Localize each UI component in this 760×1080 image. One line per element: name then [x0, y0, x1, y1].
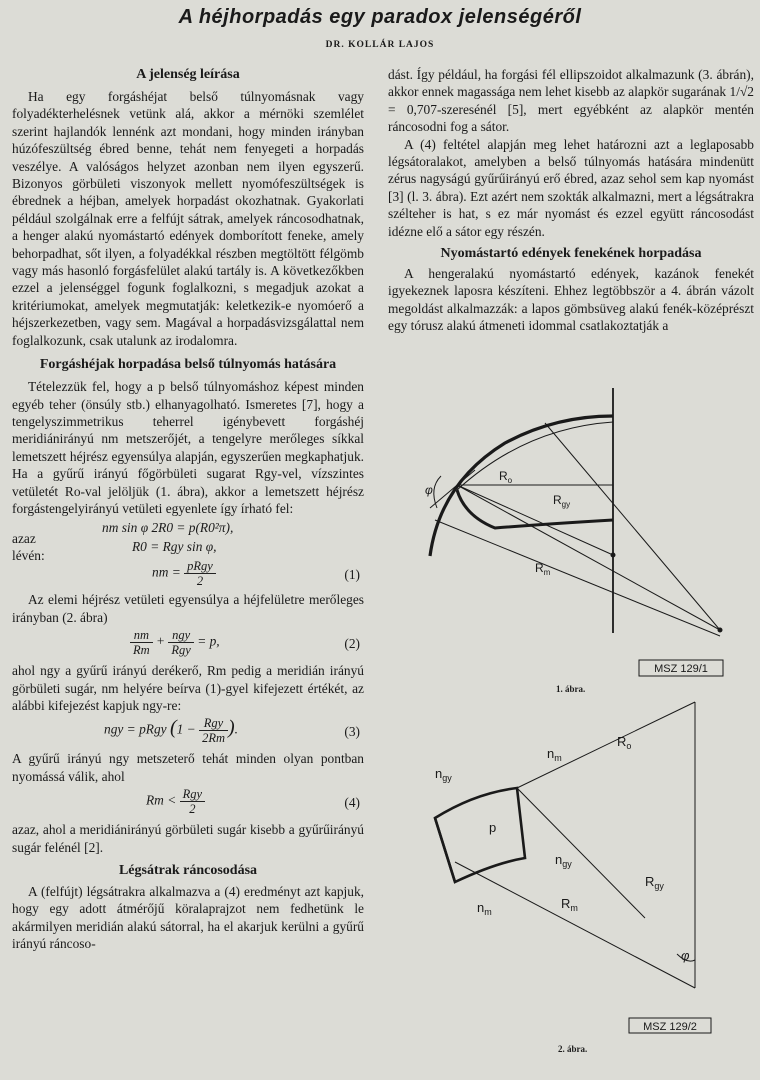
radius-ro	[517, 702, 695, 788]
paragraph: azaz, ahol a meridiánirányú görbületi sugár kisebb a gyűrűirányú sugár felénél [2].	[12, 822, 364, 855]
section-heading: Légsátrak ráncosodása	[118, 863, 258, 878]
paragraph: Az elemi héjrész vetületi egyensúlya a héjfelületre merőleges irányban (2. ábra)	[12, 592, 364, 625]
angle-arc	[434, 476, 441, 508]
section-heading: Nyomástartó edények fenekének horpadása	[440, 246, 702, 262]
section-heading: A jelenség leírása	[136, 67, 240, 82]
radius-extension	[545, 423, 720, 630]
r0-label: $R_o$	[499, 469, 513, 485]
figure-2-diagram	[395, 698, 755, 1043]
rm-label: $R_m$	[535, 561, 551, 577]
paragraph: A (4) feltétel alapján meg lehet határozni azt a leglaposabb légsátoralakot, amelyben a belső túlnyomás hatására mindenütt zérus nagyságú gyűrűirányú erő ébred, azaz sehol sem kap nyomást [3] (l. 3. ábra). Ezt azért nem szokták alkalmazni, mert a légsátrakra szélteher is hat, s ez már nyomást és ezzel együtt ráncosodást idézne elő a sátor egy részén.	[388, 136, 754, 239]
paragraph: dást. Így például, ha forgási fél ellipszoidot alkalmazunk (3. ábrán), akkor ennek magassága nem lehet kisebb az alapkör sugarának 1/√2 = 0,707-szeresénél [5], mert egyébként az alapkör mentén ráncosodni fog a sátor.	[388, 67, 754, 135]
p-label: p	[489, 820, 497, 835]
right-column	[388, 66, 754, 335]
ngy-mid-label: $n_{gy}$	[555, 852, 572, 869]
article-author: DR. KOLLÁR LAJOS	[325, 40, 435, 50]
equation-1: nm = $\frac{\text{pRgy}}{2}$ (1)	[152, 559, 360, 589]
section-heading: Forgáshéjak horpadása belső túlnyomás hatására	[39, 357, 337, 373]
tangent-line	[430, 470, 475, 508]
equation-2: $\frac{nm}{Rm}$ + $\frac{\text{ngy}}{\text{Rgy}}$ = p, (2)	[12, 626, 364, 662]
shell-meridian	[430, 416, 613, 556]
equation-3: ngy = pRgy (1 − $\frac{\text{Rgy}}{2Rm}$ ). (3)	[104, 716, 360, 746]
stamp-text: MSZ 129/1	[654, 663, 708, 675]
nm-bottom-label: $n_m$	[477, 900, 492, 917]
shell-element	[435, 788, 525, 882]
paragraph: Tételezzük fel, hogy a p belső túlnyomáshoz képest minden egyéb teher (önsúly stb.) elhanyagolható. Ismeretes [7], hogy a tengelyszimmetrikus teherrel igénybevett forgáshéj meridiánirányú nm metszerőjét, a tengelyre merőleges síkkal lemetszett héjrész egyensúlya alapján, egyszerűen megkaphatjuk. Ha a gyűrű irányú főgörbületi sugarat Rgy-vel, vízszintes vetületét Ro-val jelöljük (1. ábra), akkor a lemetszett héjrész forgástengelyirányú vetületi egyenlete így írható fel:	[12, 379, 364, 516]
ro-label: $R_o$	[617, 734, 632, 751]
figure-1-diagram	[395, 388, 755, 688]
equation-4: Rm < $\frac{\text{Rgy}}{2}$ (4)	[146, 787, 360, 817]
figure-2-caption: 2. ábra.	[558, 1044, 588, 1054]
axis-point	[611, 553, 615, 557]
equation-1b: azaz lévén: R0 = Rgy sin φ,	[12, 531, 217, 564]
ngy-left-label: $n_{gy}$	[435, 766, 452, 783]
stamp-text: MSZ 129/2	[643, 1021, 697, 1033]
paragraph: A gyűrű irányú ngy metszeterő tehát minden olyan pontban nyomássá válik, ahol	[12, 751, 364, 784]
shell-inner-arc	[457, 422, 613, 490]
paragraph: Ha egy forgáshéjat belső túlnyomásnak vagy folyadékterhelésnek vetünk alá, akkor a mérnöki szemlélet szerint hajlandók lennénk azt mondani, hogy minden irányban húzófeszültség ébred benne, tehát nem fenyegeti a horpadás veszélye. A valóságos helyzet azonban nem ilyen egyszerű. Bizonyos görbületi viszonyok mellett nyomófeszültségek is ébrednek a héjban, amelyek horpadást okozhatnak. Gyakorlati például szolgálnak erre a felfújt sátrak, amelyek ráncosodhatnak, a henger alakú nyomástartó edények domborított feneke, amely behorpadhat, sőt ilyen, a folyadékkal részben megtöltött félgömb vagy más hasonló forgásfelület alakú tartály is. A következőkben ezzel a jelenséggel fogunk foglalkozni, s megadjuk azokat a kritériumokat, amelyek megmutatják: keletkezik-e nyomóerő a héjszerkezetben, vagy sem. Magával a horpadásvizsgálattal nem foglalkozunk, csak utalunk az irodalomra.	[12, 89, 364, 348]
left-column	[12, 66, 364, 1076]
radius-rm	[457, 485, 720, 630]
element-edge	[435, 818, 455, 882]
paragraph: A hengeralakú nyomástartó edények, kazánok fenekét igyekeznek laposra készíteni. Ehhez legtöbbször a 4. ábrán vázolt megoldást alkalmazzák: a lapos gömbsüveg alakú fenék-középrészt egy tórusz alakú átmeneti idommal csatlakoztatják a	[388, 266, 754, 334]
nm-top-label: $n_m$	[547, 746, 562, 763]
rm-label: $R_m$	[561, 896, 578, 913]
article-title: A héjhorpadás egy paradox jelenségéről	[178, 6, 582, 28]
figure-1-caption: 1. ábra.	[556, 684, 586, 694]
paragraph: ahol ngy a gyűrű irányú derékerő, Rm pedig a meridián irányú görbületi sugár, nm helyére beírva (1)-gyel kifejezett értékét, az alábbi kifejezést kapjuk ngy-re:	[12, 663, 364, 713]
radius-rgy	[517, 788, 645, 918]
rgy-label: $R_{gy}$	[553, 493, 571, 509]
rgy-label: $R_{gy}$	[645, 874, 664, 891]
phi-label: φ	[681, 948, 690, 963]
equation-1a: nm sin φ 2R0 = p(R0²π),	[102, 520, 234, 536]
dimension-arrow-rm	[435, 520, 720, 636]
phi-label: φ	[425, 483, 433, 497]
paragraph: A (felfújt) légsátrakra alkalmazva a (4) eredményt azt kapjuk, hogy egy adott átmérőjű köralaprajzot nem fedhetünk le akármilyen meridián alakú sátorral, ha el akarjuk kerülni a gyűrű irányú ráncoso-	[12, 884, 364, 952]
vertex-point	[718, 628, 722, 632]
